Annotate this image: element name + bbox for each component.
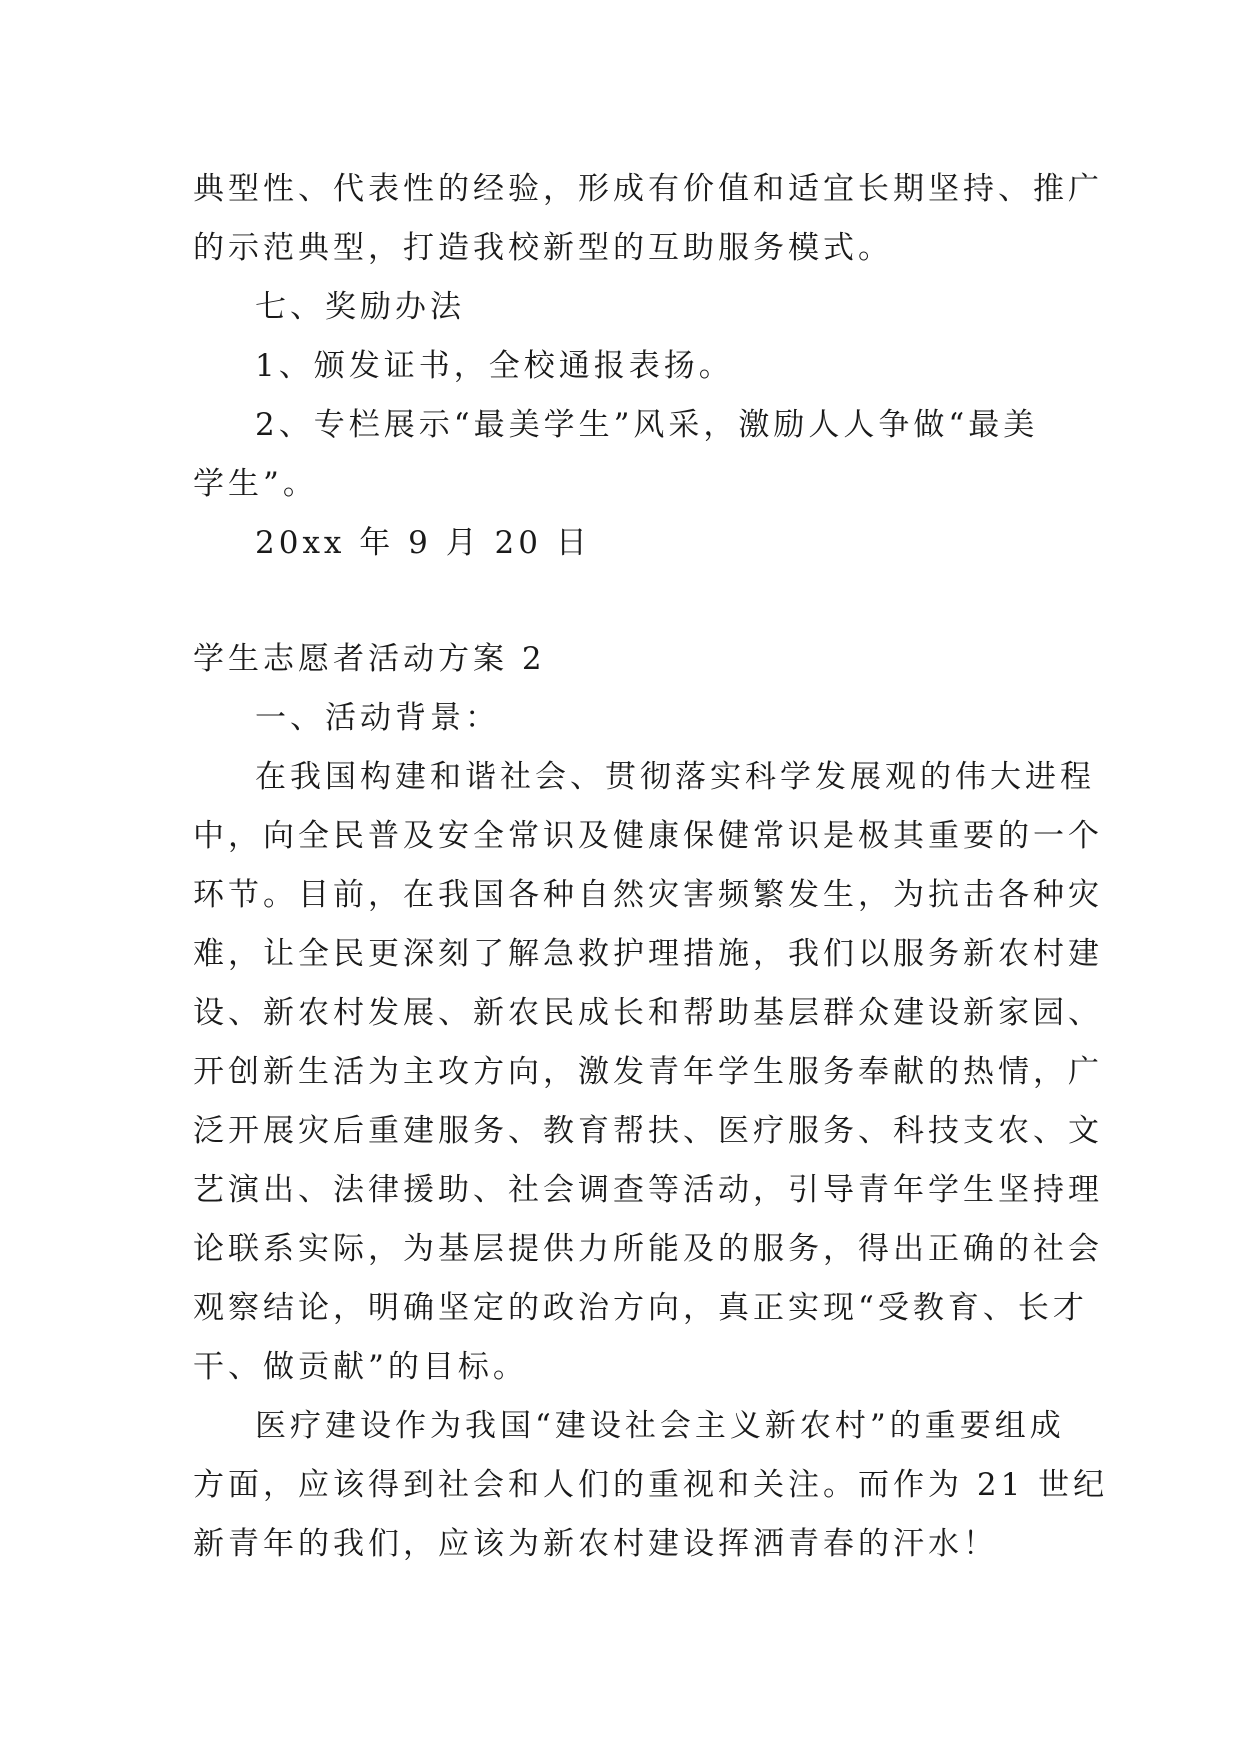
document-title: 学生志愿者活动方案 2 [193,641,546,677]
paragraph-line: 开创新生活为主攻方向，激发青年学生服务奉献的热情，广 [193,1054,1103,1090]
paragraph-line: 观察结论，明确坚定的政治方向，真正实现“受教育、长才 [193,1290,1088,1326]
paragraph-line: 艺演出、法律援助、社会调查等活动，引导青年学生坚持理 [193,1172,1103,1208]
paragraph-line: 中，向全民普及安全常识及健康保健常识是极其重要的一个 [193,818,1103,854]
list-item: 1、颁发证书，全校通报表扬。 [255,348,734,384]
document-date: 20xx 年 9 月 20 日 [255,525,591,561]
list-item-continuation: 学生”。 [193,466,318,502]
paragraph-line: 泛开展灾后重建服务、教育帮扶、医疗服务、科技支农、文 [193,1113,1103,1149]
paragraph-line: 在我国构建和谐社会、贯彻落实科学发展观的伟大进程 [255,759,1095,795]
paragraph-line: 难，让全民更深刻了解急救护理措施，我们以服务新农村建 [193,936,1103,972]
paragraph-line: 新青年的我们，应该为新农村建设挥洒青春的汗水！ [193,1526,998,1562]
paragraph-line: 方面，应该得到社会和人们的重视和关注。而作为 21 世纪 [193,1467,1109,1503]
paragraph-line: 论联系实际，为基层提供力所能及的服务，得出正确的社会 [193,1231,1103,1267]
section-heading: 七、奖励办法 [255,289,465,325]
section-gap [193,573,1063,630]
paragraph-line: 的示范典型，打造我校新型的互助服务模式。 [193,230,893,266]
paragraph-line: 环节。目前，在我国各种自然灾害频繁发生，为抗击各种灾 [193,877,1103,913]
document-page [193,160,1109,1574]
paragraph-line: 设、新农村发展、新农民成长和帮助基层群众建设新家园、 [193,995,1103,1031]
section-heading: 一、活动背景： [255,700,500,736]
paragraph-line: 典型性、代表性的经验，形成有价值和适宜长期坚持、推广 [193,171,1103,207]
paragraph-line: 干、做贡献”的目标。 [193,1349,528,1385]
paragraph-line: 医疗建设作为我国“建设社会主义新农村”的重要组成 [255,1408,1065,1444]
list-item: 2、专栏展示“最美学生”风采，激励人人争做“最美 [255,407,1039,443]
